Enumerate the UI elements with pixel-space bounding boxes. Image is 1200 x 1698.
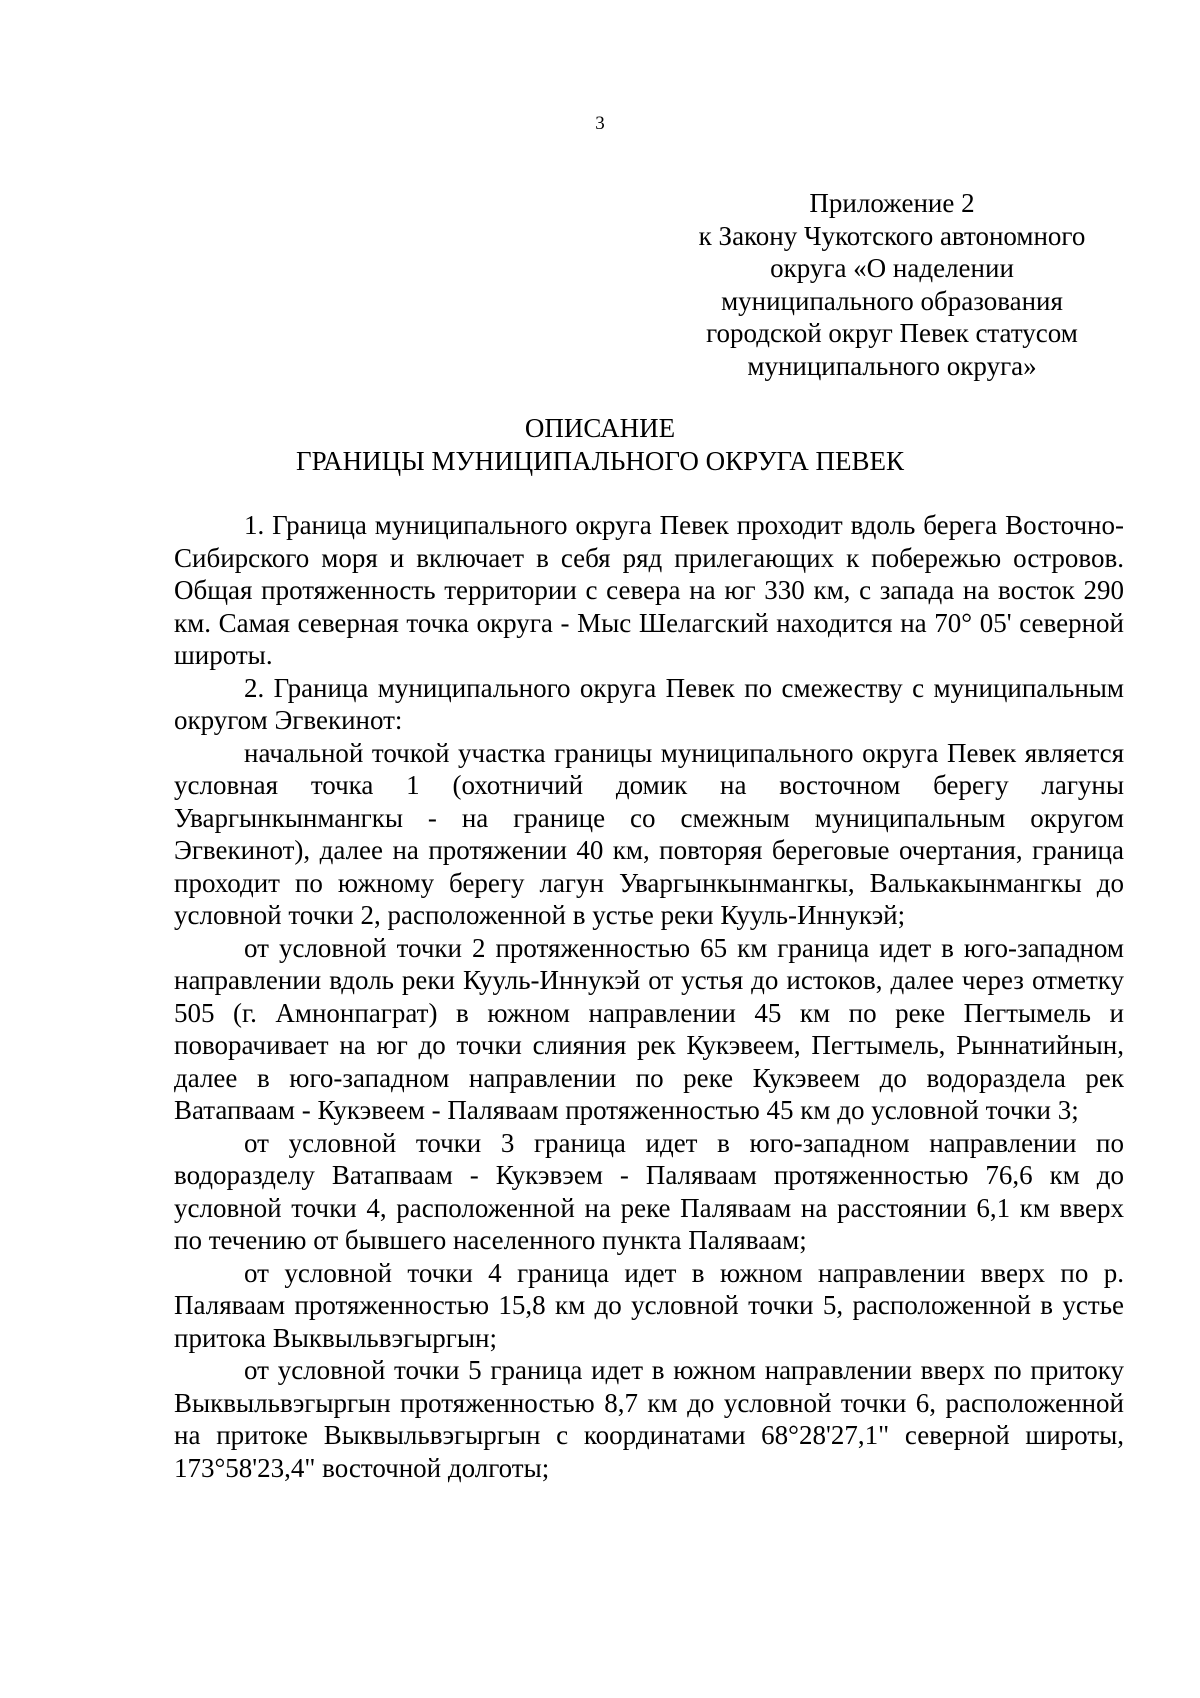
- paragraph: от условной точки 3 граница идет в юго-западном направлении по водоразделу Ватапваам - Кукэвэем - Паляваам протяженностью 76,6 км до условной точки 4, расположенной на реке Паляваам на расстоянии 6,1 км вверх по течению от бывшего населенного пункта Паляваам;: [174, 1127, 1124, 1255]
- document-body: [174, 509, 1124, 1484]
- appendix-line: округа «О наделении: [770, 253, 1014, 283]
- appendix-line: муниципального округа»: [747, 350, 1037, 381]
- page-number: 3: [595, 113, 605, 134]
- document-title: [0, 412, 1200, 477]
- paragraph: от условной точки 2 протяженностью 65 км граница идет в юго-западном направлении вдоль реки Кууль-Иннукэй от устья до истоков, далее через отметку 505 (г. Амнонпаграт) в южном направлении 45 км по реке Пегтымель и поворачивает на юг до точки слияния рек Кукэвеем, Пегтымель, Рыннатийнын, далее в юго-западном направлении по реке Кукэвеем до водораздела рек Ватапваам - Кукэвеем - Паляваам протяженностью 45 км до условной точки 3;: [174, 932, 1124, 1125]
- appendix-line: к Закону Чукотского автономного: [698, 220, 1086, 251]
- paragraph: от условной точки 5 граница идет в южном направлении вверх по притоку Выквыльвэгыргын протяженностью 8,7 км до условной точки 6, расположенной на притоке Выквыльвэгыргын с координатами 68°28'27,1" северной широты, 173°58'23,4" восточной долготы;: [174, 1355, 1124, 1483]
- title-line-1: ОПИСАНИЕ: [524, 413, 676, 443]
- paragraph: начальной точкой участка границы муниципального округа Певек является условная точка 1 (охотничий домик на восточном берегу лагуны Уваргынкынмангкы - на границе со смежным муниципальным округом Эгвекинот), далее на протяжении 40 км, повторяя береговые очертания, граница проходит по южному берегу лагун Уваргынкынмангкы, Валькакынмангкы до условной точки 2, расположенной в устье реки Кууль-Иннукэй;: [174, 737, 1124, 930]
- appendix-line: Приложение 2: [809, 188, 975, 218]
- appendix-line: городской округ Певек статусом: [706, 318, 1078, 348]
- appendix-line: муниципального образования: [721, 285, 1063, 316]
- paragraph: 1. Граница муниципального округа Певек проходит вдоль берега Восточно-Сибирского моря и включает в себя ряд прилегающих к побережью островов. Общая протяженность территории с севера на юг 330 км, с запада на восток 290 км. Самая северная точка округа - Мыс Шелагский находится на 70° 05' северной широты.: [174, 510, 1124, 670]
- title-line-2: ГРАНИЦЫ МУНИЦИПАЛЬНОГО ОКРУГА ПЕВЕК: [296, 445, 904, 476]
- appendix-header: [660, 187, 1124, 382]
- paragraph: 2. Граница муниципального округа Певек по смежеству с муниципальным округом Эгвекинот:: [174, 672, 1124, 735]
- paragraph: от условной точки 4 граница идет в южном направлении вверх по р. Паляваам протяженностью 15,8 км до условной точки 5, расположенной в устье притока Выквыльвэгыргын;: [174, 1257, 1124, 1353]
